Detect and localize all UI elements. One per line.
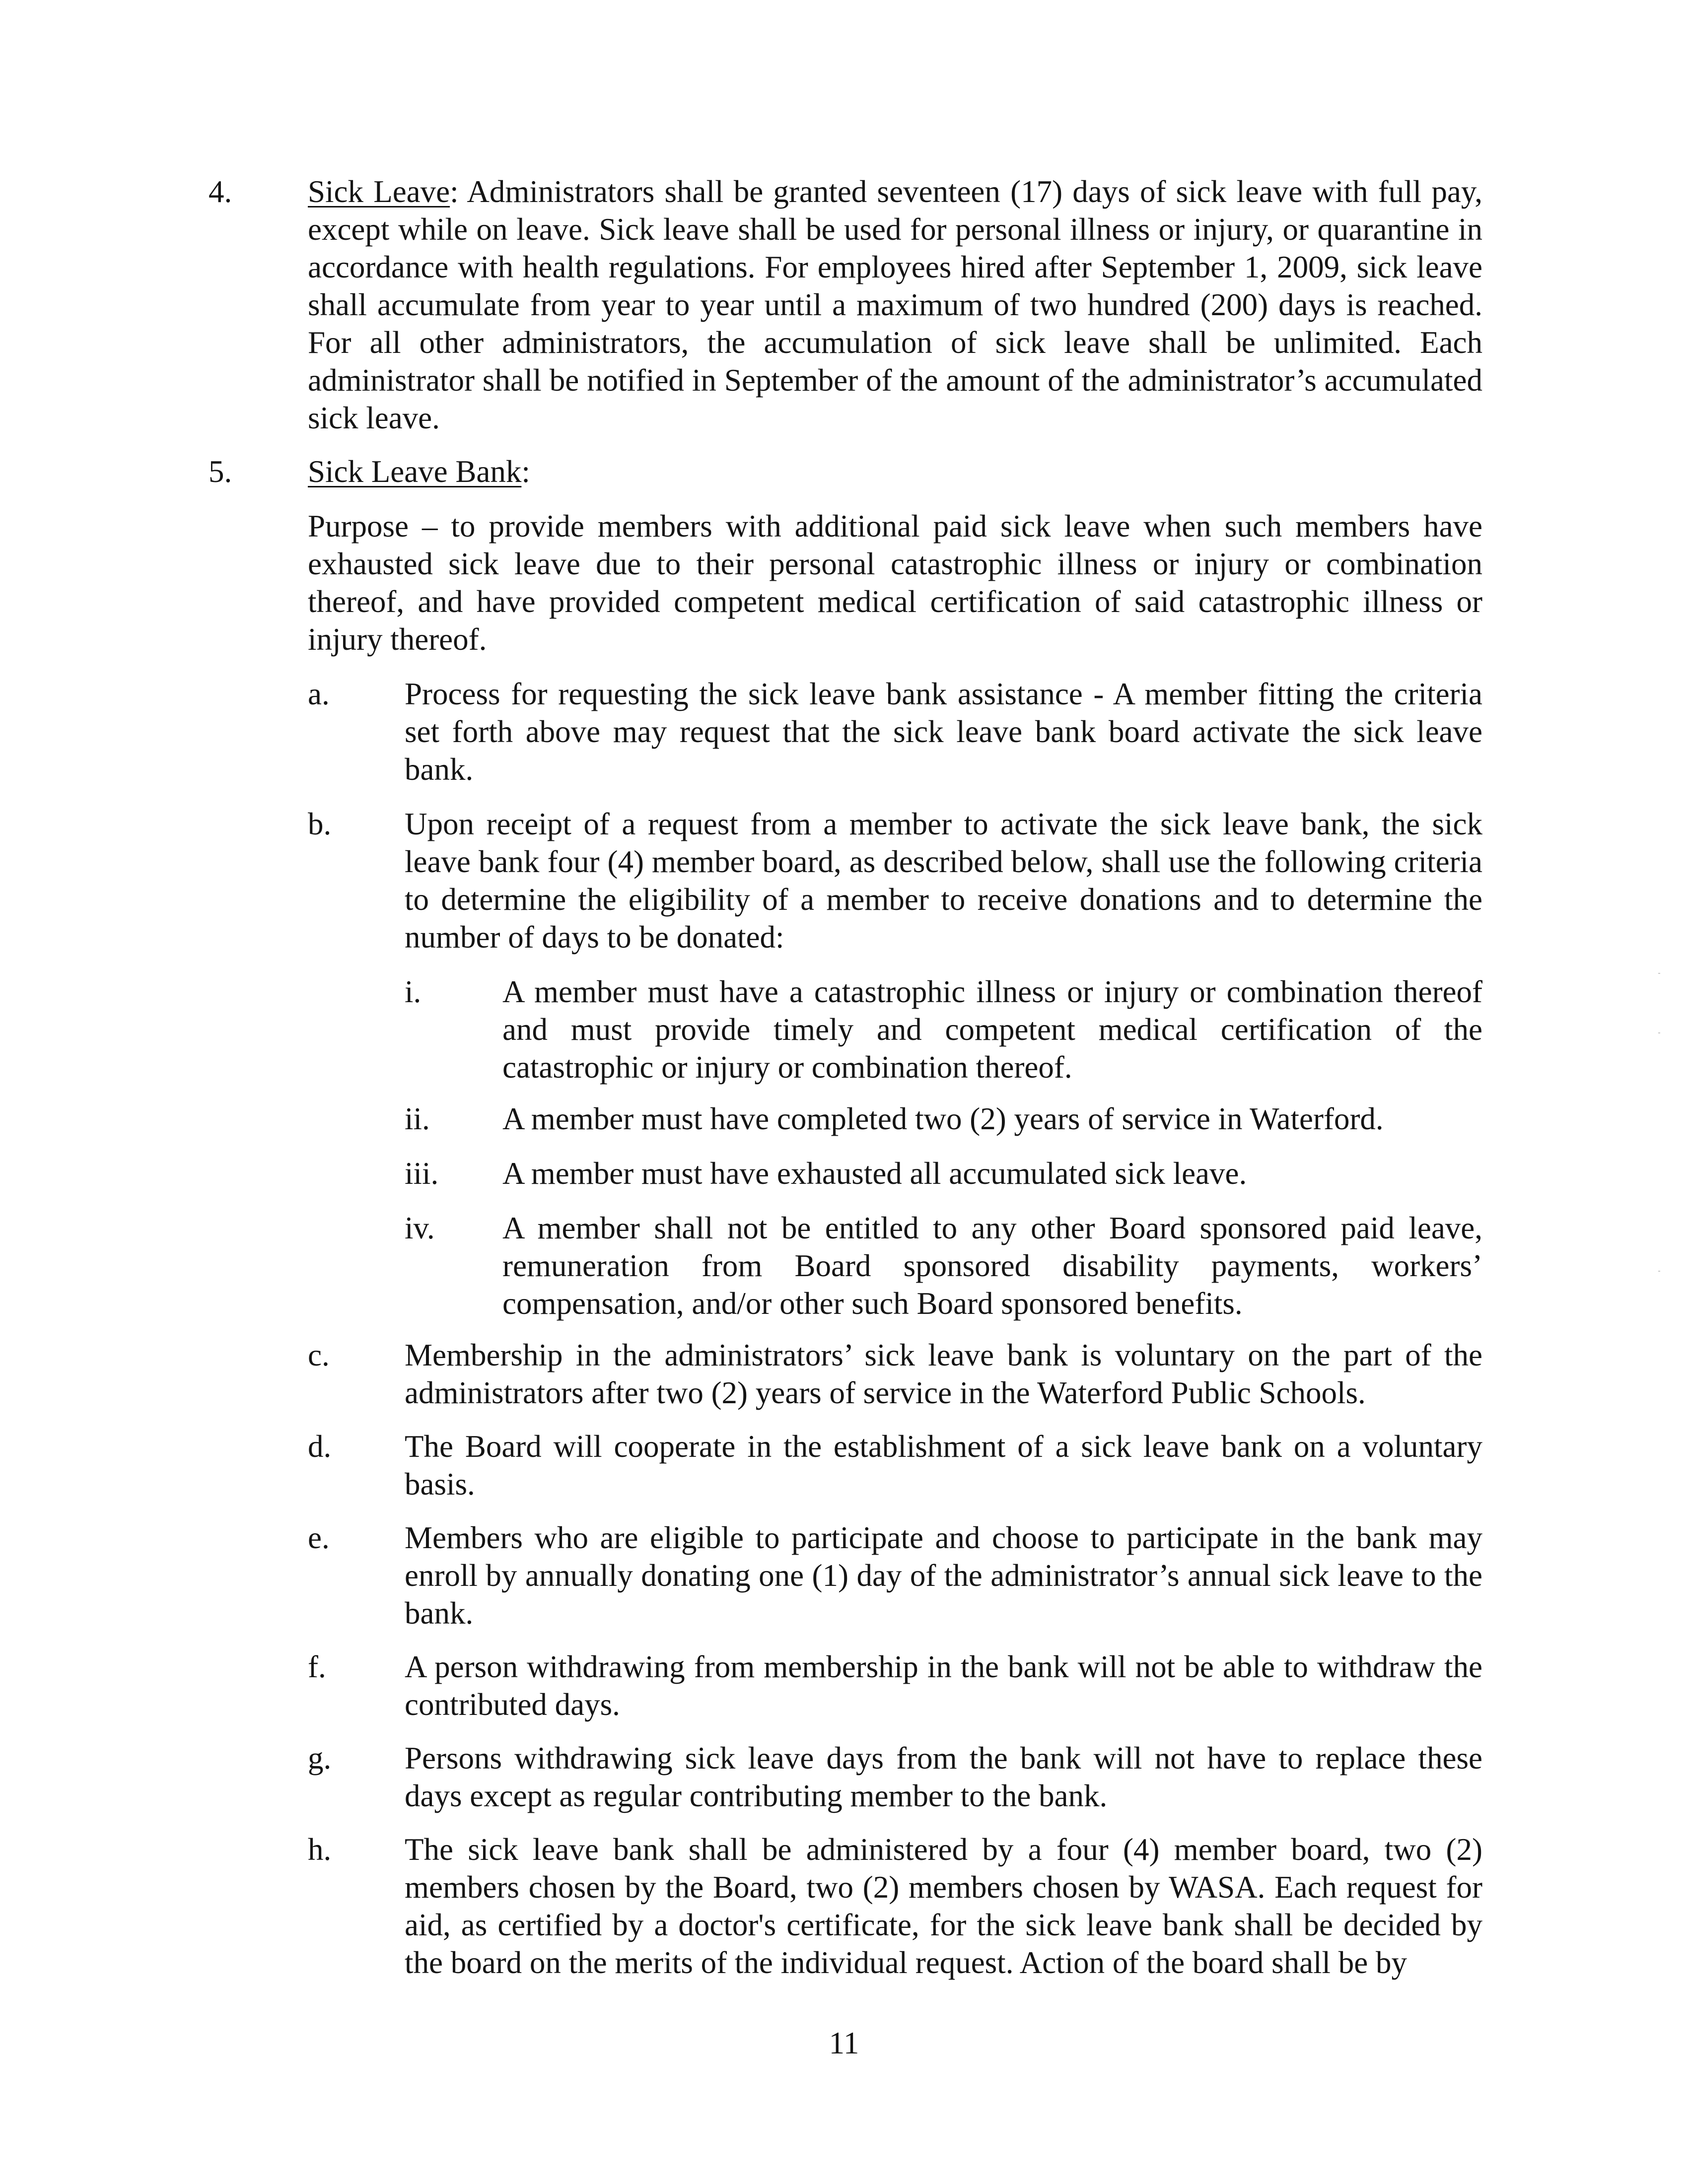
subitem-f-text: A person withdrawing from membership in the bank will not be able to withdraw the contributed days.	[405, 1649, 1482, 1722]
subitem-label: b.	[308, 807, 332, 841]
subitem-label: c.	[308, 1338, 330, 1372]
subitem-label: a.	[308, 677, 330, 711]
purpose-paragraph: Purpose – to provide members with additional paid sick leave when such members have exhausted sick leave due to their personal catastrophic illness or injury or combination thereof, and have provided competent medical certification of said catastrophic illness or injury thereof.	[308, 509, 1482, 657]
item-number: 5.	[209, 454, 232, 489]
subitem-h-text: The sick leave bank shall be administered by a four (4) member board, two (2) members chosen by the Board, two (2) members chosen by WASA. Each request for aid, as certified by a doctor's certificate, for the sick leave bank shall be decided by the board on the merits of the individual request. Action of the board shall be by	[405, 1832, 1482, 1980]
subitem-e-text: Members who are eligible to participate and choose to participate in the bank may enroll by annually donating one (1) day of the administrator’s annual sick leave to the bank.	[405, 1520, 1482, 1631]
subitem-label: d.	[308, 1429, 332, 1464]
sick-leave-bank-heading: Sick Leave Bank	[308, 454, 522, 489]
item-number: 4.	[209, 174, 232, 209]
subitem-a-text: Process for requesting the sick leave bank assistance - A member fitting the criteria set forth above may request that the sick leave bank board activate the sick leave bank.	[405, 677, 1482, 787]
sick-leave-text: : Administrators shall be granted seventeen (17) days of sick leave with full pay, except while on leave. Sick leave shall be used for personal illness or injury, or quarantine in accordance with health regulations. For employees hired after September 1, 2009, sick leave shall accumulate from year to year until a maximum of two hundred (200) days is reached. For all other administrators, the accumulation of sick leave shall be unlimited. Each administrator shall be notified in September of the amount of the administrator’s accumulated sick leave.	[308, 174, 1482, 435]
criteria-label: iii.	[405, 1156, 439, 1191]
criteria-ii-text: A member must have completed two (2) years of service in Waterford.	[502, 1101, 1384, 1136]
heading-colon: :	[521, 454, 530, 489]
criteria-i-text: A member must have a catastrophic illness or injury or combination thereof and must provide timely and competent medical certification of the catastrophic or injury or combination thereof.	[502, 974, 1482, 1085]
page-number: 11	[829, 2026, 859, 2060]
subitem-c-text: Membership in the administrators’ sick leave bank is voluntary on the part of the administrators after two (2) years of service in the Waterford Public Schools.	[405, 1338, 1482, 1410]
subitem-label: e.	[308, 1520, 330, 1555]
subitem-label: h.	[308, 1832, 332, 1867]
scan-speck	[1658, 1032, 1660, 1033]
criteria-label: i.	[405, 974, 422, 1009]
subitem-label: g.	[308, 1741, 332, 1775]
criteria-label: ii.	[405, 1101, 430, 1136]
scan-speck	[1658, 973, 1660, 974]
sick-leave-paragraph	[308, 173, 1482, 437]
subitem-d-text: The Board will cooperate in the establishment of a sick leave bank on a voluntary basis.	[405, 1429, 1482, 1502]
subitem-label: f.	[308, 1649, 326, 1684]
sick-leave-bank-heading-line	[308, 453, 1482, 490]
criteria-iii-text: A member must have exhausted all accumulated sick leave.	[502, 1156, 1247, 1191]
subitem-g-text: Persons withdrawing sick leave days from the bank will not have to replace these days except as regular contributing member to the bank.	[405, 1741, 1482, 1813]
sick-leave-heading: Sick Leave	[308, 174, 450, 209]
subitem-b-text: Upon receipt of a request from a member to activate the sick leave bank, the sick leave bank four (4) member board, as described below, shall use the following criteria to determine the eligibility of a member to receive donations and to determine the number of days to be donated:	[405, 807, 1482, 955]
criteria-label: iv.	[405, 1211, 435, 1245]
criteria-iv-text: A member shall not be entitled to any other Board sponsored paid leave, remuneration from Board sponsored disability payments, workers’ compensation, and/or other such Board sponsored benefits.	[502, 1211, 1482, 1321]
scan-speck	[1658, 1271, 1660, 1272]
